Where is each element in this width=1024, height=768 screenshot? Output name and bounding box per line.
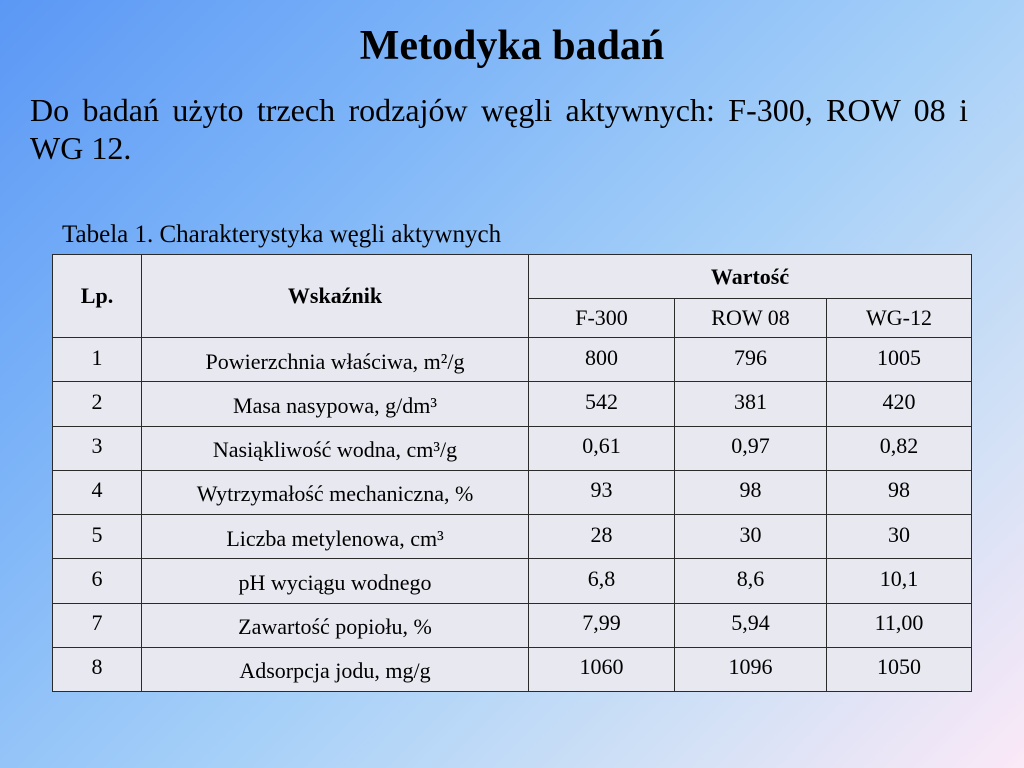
table-row bbox=[53, 515, 972, 559]
value: 1005 bbox=[877, 344, 921, 370]
row-number-cell bbox=[53, 382, 142, 426]
table-header-indicator: Wskaźnik bbox=[142, 255, 529, 338]
value: 30 bbox=[739, 521, 762, 547]
value-cell-f300 bbox=[529, 426, 675, 470]
value-cell-wg12 bbox=[827, 470, 972, 514]
row-number: 1 bbox=[91, 344, 103, 370]
value: 800 bbox=[585, 344, 618, 370]
value-cell-wg12 bbox=[827, 603, 972, 647]
intro-paragraph: Do badań użyto trzech rodzajów węgli aktywnych: F-300, ROW 08 i WG 12. bbox=[30, 92, 968, 166]
row-number-cell bbox=[53, 338, 142, 382]
value: 5,94 bbox=[731, 610, 770, 636]
value: 98 bbox=[888, 477, 910, 503]
value-cell-row08 bbox=[675, 426, 827, 470]
row-number: 3 bbox=[91, 433, 103, 459]
indicator-label: Nasiąkliwość wodna, cm³/g bbox=[212, 437, 458, 463]
value: 93 bbox=[590, 477, 613, 503]
value: 0,97 bbox=[731, 433, 770, 459]
row-number-cell bbox=[53, 603, 142, 647]
value-cell-wg12 bbox=[827, 382, 972, 426]
table-header-sample-f300: F-300 bbox=[529, 299, 675, 338]
row-number: 2 bbox=[91, 388, 103, 414]
row-number: 5 bbox=[91, 521, 103, 547]
table-row bbox=[53, 647, 972, 691]
value-cell-row08 bbox=[675, 382, 827, 426]
value-cell-wg12 bbox=[827, 338, 972, 382]
value: 796 bbox=[734, 344, 767, 370]
row-number-cell bbox=[53, 470, 142, 514]
value-cell-wg12 bbox=[827, 515, 972, 559]
value-cell-wg12 bbox=[827, 647, 972, 691]
characteristics-table bbox=[52, 254, 972, 692]
value: 98 bbox=[739, 477, 762, 503]
table-row bbox=[53, 426, 972, 470]
value: 7,99 bbox=[582, 610, 621, 636]
value-cell-f300 bbox=[529, 515, 675, 559]
row-number: 4 bbox=[91, 477, 103, 503]
slide-title: Metodyka badań bbox=[359, 23, 665, 69]
value: 381 bbox=[734, 388, 767, 414]
value-cell-row08 bbox=[675, 515, 827, 559]
value: 30 bbox=[888, 521, 910, 547]
table-header-sample-wg12: WG-12 bbox=[827, 299, 972, 338]
value: 420 bbox=[882, 388, 916, 414]
value-cell-f300 bbox=[529, 470, 675, 514]
value-cell-row08 bbox=[675, 559, 827, 603]
value-cell-f300 bbox=[529, 603, 675, 647]
table-row bbox=[53, 470, 972, 514]
row-number: 8 bbox=[91, 654, 103, 680]
value: 6,8 bbox=[587, 565, 616, 591]
value-cell-row08 bbox=[675, 470, 827, 514]
row-number-cell bbox=[53, 647, 142, 691]
value: 0,82 bbox=[879, 433, 919, 459]
indicator-label: pH wyciągu wodnego bbox=[238, 569, 432, 595]
table-header-value-group: Wartość bbox=[529, 255, 972, 299]
indicator-label: Masa nasypowa, g/dm³ bbox=[233, 392, 437, 418]
value-cell-wg12 bbox=[827, 559, 972, 603]
indicator-label: Zawartość popiołu, % bbox=[238, 614, 432, 640]
value-cell-row08 bbox=[675, 603, 827, 647]
value: 1096 bbox=[728, 654, 773, 680]
indicator-cell bbox=[142, 515, 529, 559]
table-row bbox=[53, 559, 972, 603]
table-caption: Tabela 1. Charakterystyka węgli aktywnych bbox=[62, 221, 502, 248]
value: 10,1 bbox=[879, 565, 919, 591]
table-row bbox=[53, 382, 972, 426]
indicator-cell bbox=[142, 338, 529, 382]
row-number-cell bbox=[53, 559, 142, 603]
value: 8,6 bbox=[736, 565, 765, 591]
indicator-label: Adsorpcja jodu, mg/g bbox=[239, 658, 431, 684]
table-header-row bbox=[53, 255, 972, 299]
value-cell-row08 bbox=[675, 647, 827, 691]
indicator-cell bbox=[142, 382, 529, 426]
value-cell-f300 bbox=[529, 559, 675, 603]
value-cell-f300 bbox=[529, 338, 675, 382]
indicator-cell bbox=[142, 559, 529, 603]
value: 542 bbox=[585, 388, 618, 414]
value: 1060 bbox=[579, 654, 624, 680]
indicator-label: Wytrzymałość mechaniczna, % bbox=[196, 481, 474, 507]
row-number-cell bbox=[53, 426, 142, 470]
value-cell-f300 bbox=[529, 647, 675, 691]
indicator-label: Liczba metylenowa, cm³ bbox=[226, 525, 444, 551]
indicator-label: Powierzchnia właściwa, m²/g bbox=[205, 348, 465, 374]
indicator-cell bbox=[142, 647, 529, 691]
row-number: 6 bbox=[91, 565, 103, 591]
value-cell-row08 bbox=[675, 338, 827, 382]
table-header-lp: Lp. bbox=[53, 255, 142, 338]
value-cell-wg12 bbox=[827, 426, 972, 470]
row-number-cell bbox=[53, 515, 142, 559]
value: 1050 bbox=[877, 654, 921, 680]
indicator-cell bbox=[142, 470, 529, 514]
value: 11,00 bbox=[874, 610, 924, 636]
table-row bbox=[53, 338, 972, 382]
value: 28 bbox=[590, 521, 613, 547]
value: 0,61 bbox=[582, 433, 621, 459]
indicator-cell bbox=[142, 426, 529, 470]
table-header-sample-row08: ROW 08 bbox=[675, 299, 827, 338]
value-cell-f300 bbox=[529, 382, 675, 426]
row-number: 7 bbox=[91, 610, 103, 636]
table-row bbox=[53, 603, 972, 647]
indicator-cell bbox=[142, 603, 529, 647]
